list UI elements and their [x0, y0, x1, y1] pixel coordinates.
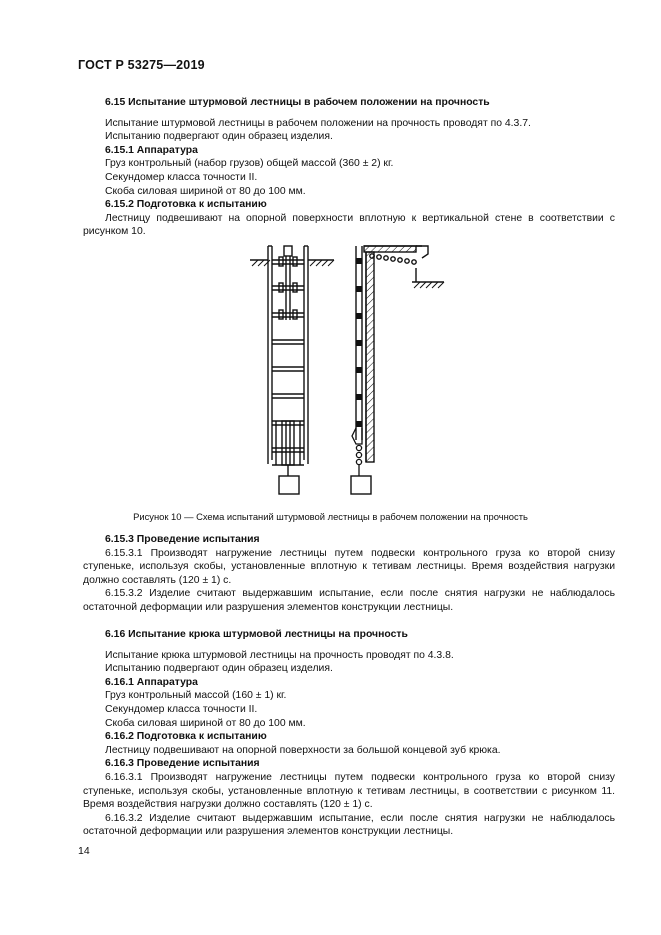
subsection-title: 6.16.1 Аппаратура: [105, 676, 198, 688]
equipment-item: Скоба силовая шириной от 80 до 100 мм.: [105, 185, 306, 197]
paragraph: 6.15.3.1 Производят нагружение лестницы путем подвески контрольного груза ко второй снизу ступеньке, используя скобы, установленные вплотную к тетивам лестницы. Время воздействия нагрузки должно составлять (120 ± 1) с.: [83, 547, 615, 586]
section-6-16: [83, 628, 615, 839]
subsection-title: 6.15.1 Аппаратура: [105, 144, 198, 156]
paragraph: 6.16.3.2 Изделие считают выдержавшим испытание, если после снятия нагрузки не наблюдалось остаточной деформации или разрушения элементов конструкции лестницы.: [83, 812, 615, 838]
paragraph: 6.16.3.1 Производят нагружение лестницы путем подвески контрольного груза ко второй снизу ступеньке, используя скобы, установленные вплотную к тетивам лестницы, в соответствии с рисунком 11. Время воздействия нагрузки должно составлять (120 ± 1) с.: [83, 771, 615, 811]
paragraph: 6.15.3.2 Изделие считают выдержавшим испытание, если после снятия нагрузки не наблюдалось остаточной деформации или разрушения элементов конструкции лестницы.: [83, 588, 615, 613]
subsection-title: 6.16.2 Подготовка к испытанию: [105, 731, 267, 743]
equipment-item: Секундомер класса точности II.: [105, 703, 258, 715]
equipment-item: Груз контрольный (набор грузов) общей массой (360 ± 2) кг.: [105, 158, 394, 170]
section-title: 6.15 Испытание штурмовой лестницы в рабочем положении на прочность: [105, 97, 490, 108]
paragraph: Лестницу подвешивают на опорной поверхности вплотную к вертикальной стене в соответствии с рисунком 10.: [83, 212, 615, 238]
paragraph: Испытанию подвергают один образец изделия.: [105, 663, 333, 675]
paragraph: Лестницу подвешивают на опорной поверхности за большой концевой зуб крюка.: [105, 744, 501, 756]
section-6-15-3: [83, 533, 615, 615]
paragraph: Испытанию подвергают один образец изделия.: [105, 131, 333, 143]
equipment-item: Секундомер класса точности II.: [105, 171, 258, 183]
paragraph: Испытание крюка штурмовой лестницы на прочность проводят по 4.3.8.: [105, 649, 454, 661]
subsection-title: 6.16.3 Проведение испытания: [105, 758, 260, 770]
equipment-item: Груз контрольный массой (160 ± 1) кг.: [105, 690, 287, 702]
subsection-title: 6.15.2 Подготовка к испытанию: [105, 199, 267, 211]
paragraph: Испытание штурмовой лестницы в рабочем положении на прочность проводят по 4.3.7.: [105, 117, 531, 129]
ladder-side-rungs: [356, 258, 362, 427]
equipment-item: Скоба силовая шириной от 80 до 100 мм.: [105, 717, 306, 729]
subsection-title: 6.15.3 Проведение испытания: [105, 534, 260, 545]
ladder-front-view: [250, 246, 334, 494]
ladder-side-view: [356, 246, 444, 462]
document-code: ГОСТ Р 53275—2019: [78, 58, 205, 72]
page-number: 14: [78, 845, 90, 857]
section-title: 6.16 Испытание крюка штурмовой лестницы на прочность: [105, 629, 408, 640]
figure-caption: Рисунок 10 — Схема испытаний штурмовой лестницы в рабочем положении на прочность: [133, 511, 528, 522]
